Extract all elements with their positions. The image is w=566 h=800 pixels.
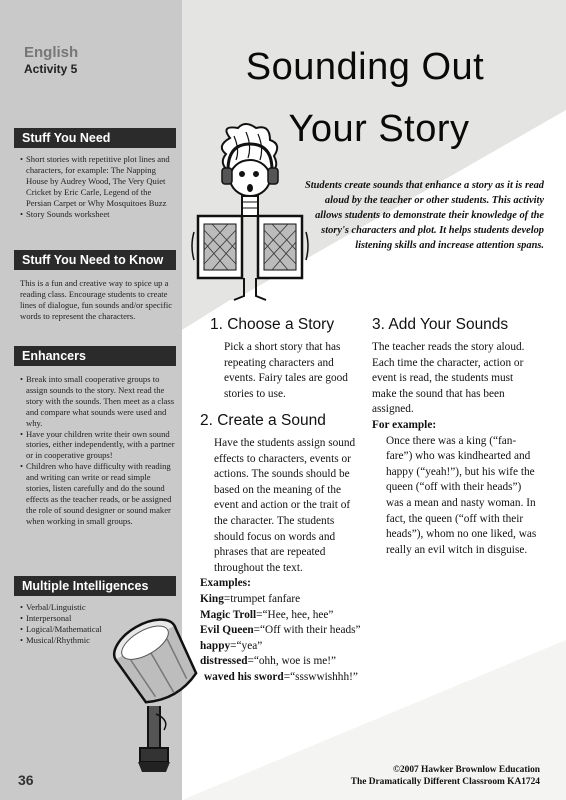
step-3-heading: 3. Add Your Sounds [372,316,509,333]
list-item: • Have your children write their own sound stories, either independently, with a partner or in cooperative groups! [20,429,175,462]
enhancers-list [20,374,175,527]
example-row: King=trumpet fanfare [200,592,301,605]
step-2-heading: 2. Create a Sound [200,412,326,429]
list-item: • Children who have difficulty with reading and writing can write or read simple stories, listen carefully and do the sound effects as the teacher reads, or be assigned the role of sound designer or sound maker when working in small groups. [20,461,175,526]
list-item: • Break into small cooperative groups to assign sounds to the story. Next read the story with the sounds. Then meet as a class and compare what sounds were used and why. [20,374,175,429]
list-item: • Musical/Rhythmic [20,635,175,646]
step-1-heading: 1. Choose a Story [210,316,335,333]
activity-label: Activity 5 [24,62,78,76]
multiple-intelligences-heading: Multiple Intelligences [14,576,176,596]
list-item: • Interpersonal [20,613,175,624]
page-number: 36 [18,772,34,788]
stuff-to-know-heading: Stuff You Need to Know [14,250,176,270]
intro-paragraph: Students create sounds that enhance a story as it is read aloud by the teacher or other students. This activity allows students to demonstrate their knowledge of the story's characters and plot. It helps students develop listening skills and increase attention spans. [304,180,544,251]
subject-label: English [24,44,79,61]
list-item: • Logical/Mathematical [20,624,175,635]
page-title-line2: Your Story [288,108,470,150]
examples-label: Examples: [200,577,251,590]
list-item: • Verbal/Linguistic [20,602,175,613]
spotlight-lamp-illustration [100,600,210,780]
example-row: Magic Troll=“Hee, hee, hee” [200,608,334,621]
list-item: • Story Sounds worksheet [20,209,175,220]
example-row: happy=“yea” [200,639,263,652]
step-1-text: Pick a short story that has repeating characters and events. Fairy tales are good stories to use. [224,341,348,400]
footer-credits [351,764,540,788]
enhancers-heading: Enhancers [14,346,176,366]
list-item: • Short stories with repetitive plot lines and characters, for example: The Napping House by Audrey Wood, The Very Quiet Cricket by Eric Carle, Legend of the Persian Carpet or Why Mosquitoes Buzz [20,154,175,209]
book-title-text: The Dramatically Different Classroom KA1724 [350,777,540,787]
example-row: Evil Queen=“Off with their heads” [200,624,361,637]
listening-child-illustration [190,120,310,310]
example-row: waved his sword=“ssswwishhh!” [204,670,358,683]
for-example-label: For example: [372,418,437,431]
stuff-you-need-list [20,154,175,219]
step-2-text: Have the students assign sound effects to characters, events or actions. The sounds should be based on the meaning of the event and action or the trait of the character. The students should focus on words and phrases that are repeated throughout the text. Examples: King=trumpet fanfare Magic Troll=“Hee, hee, hee” Evil Queen=“Off with their heads” happy=“yea” distressed=“ohh, woe is me!” waved his sword=“ssswwishhh!” [200,436,366,686]
step-3-text: The teacher reads the story aloud. Each time the character, action or event is read, the students must make the sound that has been assigned. For example: Once there was a king (“fan-fare”) who was kindhearted and happy (“yeah!”), but his wife the queen (“off with their heads”) was a mean and nasty woman. In fact, the queen (“off with their heads”), whom no one liked, was really an evil witch in disguise. [372,341,537,556]
copyright-text: ©2007 Hawker Brownlow Education [392,765,540,775]
stuff-to-know-text: This is a fun and creative way to spice up a reading class. Encourage students to create lines of dialogue, fun sounds and/or specific words to represent the characters. [20,278,173,321]
example-row: distressed=“ohh, woe is me!” [200,655,337,668]
stuff-you-need-heading: Stuff You Need [14,128,176,148]
page-title-line1: Sounding Out [245,46,485,88]
